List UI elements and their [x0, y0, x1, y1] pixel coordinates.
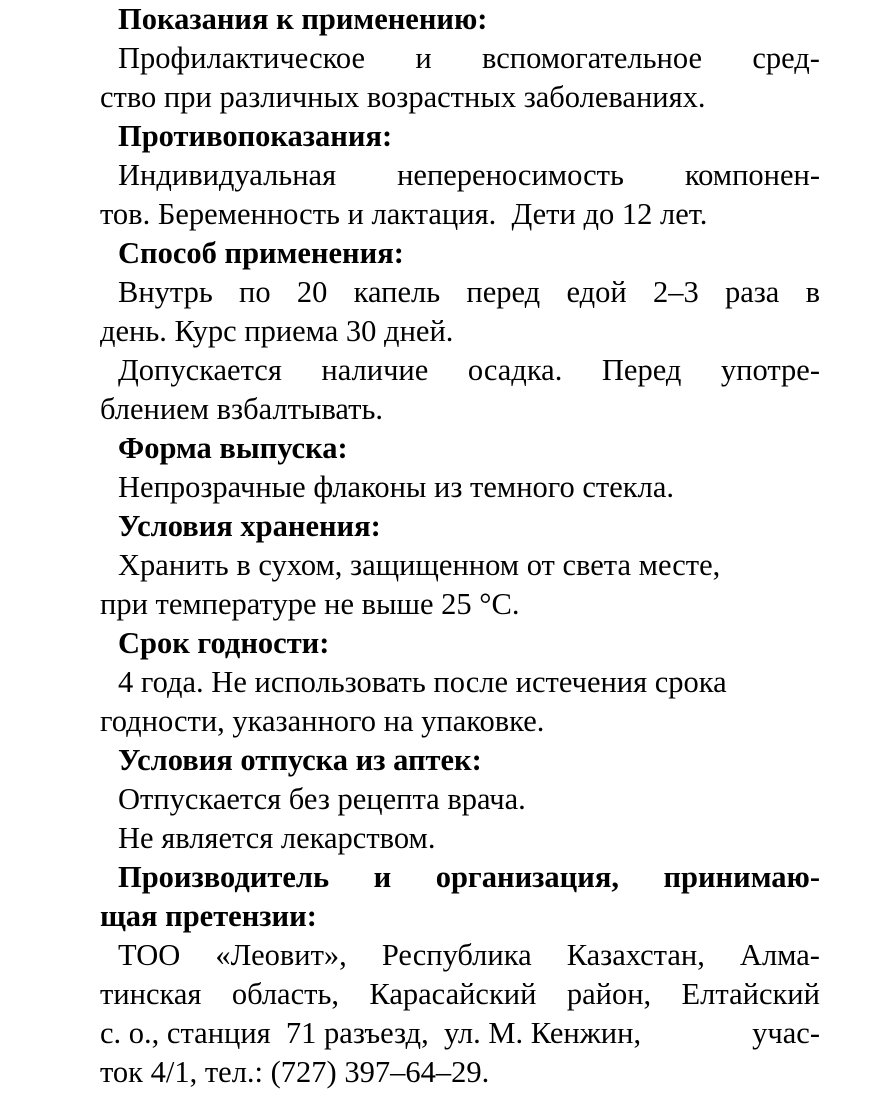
section-heading-dosage: Способ применения: — [118, 236, 404, 270]
word: едой — [566, 275, 627, 309]
word: Елтайский — [681, 977, 820, 1011]
text-line — [100, 936, 820, 975]
word: 20 — [296, 275, 328, 309]
section-heading-contraindications: Противопоказания: — [118, 119, 393, 153]
word: сред- — [752, 41, 820, 75]
word: употре- — [720, 353, 820, 387]
text-line: ток 4/1, тел.: (727) 397–64–29. — [100, 1055, 490, 1089]
text-line: Хранить в сухом, защищенном от света месте, — [118, 548, 721, 582]
section-contraindications — [100, 117, 820, 234]
word: учас- — [752, 1016, 820, 1050]
word: Алма- — [739, 938, 820, 972]
word: и — [415, 41, 432, 75]
word: район, — [566, 977, 652, 1011]
text-line: ство при различных возрастных заболеваниях. — [100, 80, 706, 114]
word: Индивидуальная — [118, 158, 337, 192]
word: ТОО — [118, 938, 181, 972]
word: перед — [466, 275, 541, 309]
section-heading-shelf-life: Срок годности: — [118, 626, 330, 660]
word: область, — [231, 977, 339, 1011]
section-heading-dispensing: Условия отпуска из аптек: — [118, 743, 482, 777]
section-manufacturer — [100, 858, 820, 1092]
section-dosage-form — [100, 429, 820, 507]
word: принимаю- — [663, 860, 820, 894]
text-line — [100, 351, 820, 390]
text-line: 4 года. Не использовать после истечения срока — [118, 665, 727, 699]
section-heading-manufacturer — [100, 858, 820, 897]
word: Перед — [601, 353, 682, 387]
word: непереносимость — [397, 158, 624, 192]
section-dosage — [100, 234, 820, 429]
section-shelf-life — [100, 624, 820, 741]
text-line: тов. Беременность и лактация. Дети до 12 лет. — [100, 197, 708, 231]
section-heading-storage: Условия хранения: — [118, 509, 381, 543]
word: Казахстан, — [566, 938, 705, 972]
word: Профилактическое — [118, 41, 366, 75]
word: наличие — [321, 353, 429, 387]
word: Республика — [381, 938, 532, 972]
word: Внутрь — [118, 275, 213, 309]
text-line: годности, указанного на упаковке. — [100, 704, 545, 738]
text-line: Отпускается без рецепта врача. — [118, 782, 526, 816]
text-line — [100, 975, 820, 1014]
word: Карасайский — [369, 977, 537, 1011]
section-indications — [100, 0, 820, 117]
word: по — [239, 275, 271, 309]
word: капель — [353, 275, 441, 309]
text-line: блением взбалтывать. — [100, 392, 384, 426]
text-line: при температуре не выше 25 °C. — [100, 587, 520, 621]
word: и — [373, 860, 392, 894]
section-storage — [100, 507, 820, 624]
text-line: день. Курс приема 30 дней. — [100, 314, 454, 348]
text-line — [100, 1014, 820, 1053]
text-line: Не является лекарством. — [118, 821, 436, 855]
word: «Леовит», — [215, 938, 347, 972]
section-dispensing — [100, 741, 820, 858]
text-line: Непрозрачные флаконы из темного стекла. — [118, 470, 674, 504]
word: осадка. — [467, 353, 563, 387]
text-line — [100, 156, 820, 195]
word: Допускается — [118, 353, 282, 387]
section-heading-dosage-form: Форма выпуска: — [118, 431, 348, 465]
word: Производитель — [118, 860, 330, 894]
word: вспомогательное — [482, 41, 703, 75]
word: раза — [724, 275, 780, 309]
word: 2–3 — [652, 275, 699, 309]
word: компонен- — [684, 158, 820, 192]
section-heading-indications: Показания к применению: — [118, 2, 488, 36]
word: тинская — [100, 977, 202, 1011]
text-line — [100, 39, 820, 78]
text-line — [100, 273, 820, 312]
section-heading-manufacturer-cont: щая претензии: — [100, 899, 317, 933]
word: организация, — [435, 860, 619, 894]
word: в — [805, 275, 820, 309]
word: с. о., станция 71 разъезд, ул. М. Кенжин, — [100, 1016, 642, 1050]
